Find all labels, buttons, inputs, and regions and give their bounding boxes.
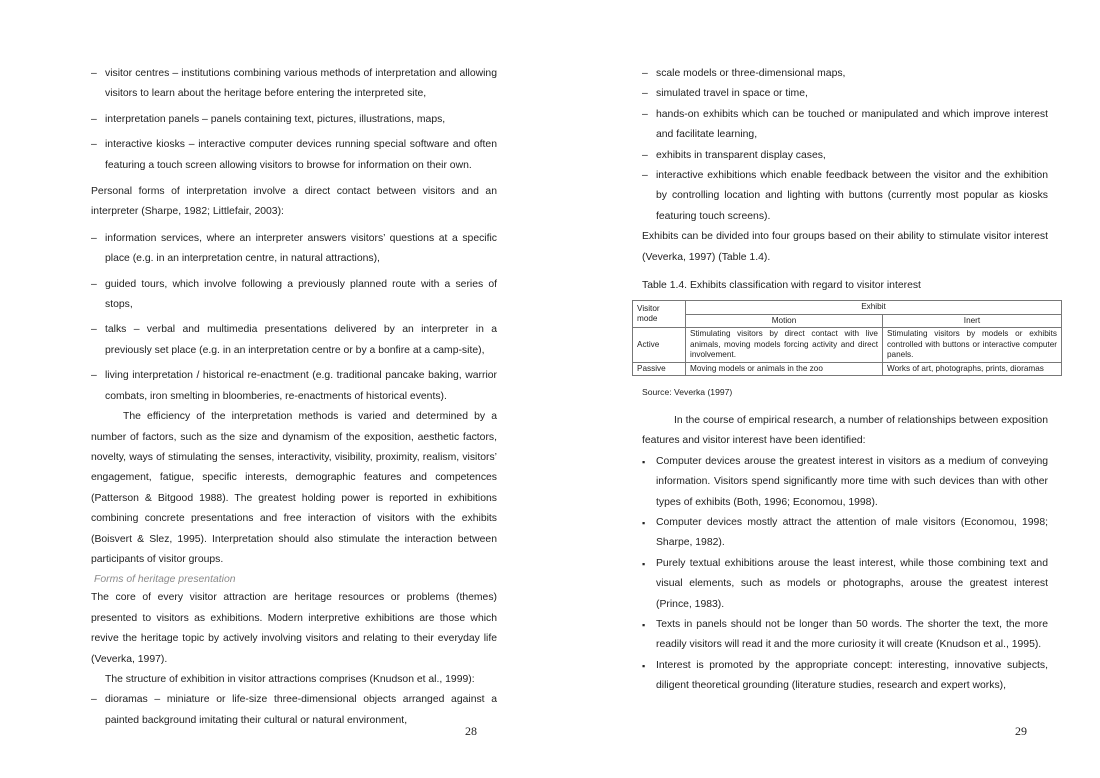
list-marker: ▪: [642, 558, 646, 569]
list-item: [642, 105, 1048, 146]
list-marker: ▪: [642, 517, 646, 528]
list-item-text: Texts in panels should not be longer than 50 words. The shorter the text, the more readily visitors will read it and the more curiosity it will create (Knudson et al., 1995).: [656, 618, 1048, 651]
exhibit-header: Exhibit: [686, 301, 1062, 315]
list-item-text: Purely textual exhibitions arouse the least interest, while those combining text and visual elements, such as models or photographs, arouse the greatest interest (Prince, 1983).: [656, 557, 1048, 610]
list-marker: –: [642, 88, 648, 100]
left-page: [91, 64, 497, 731]
list-marker: ▪: [642, 619, 646, 630]
list-item-text: interactive kiosks – interactive computer devices running special software and often featuring a touch screen allowing visitors to browse for information on their own.: [105, 139, 497, 171]
table-source: Source: Veverka (1997): [642, 387, 733, 398]
list-marker: –: [642, 108, 648, 120]
list-marker: –: [91, 370, 97, 382]
list-marker: –: [91, 113, 97, 125]
table-caption: Table 1.4. Exhibits classification with regard to visitor interest: [642, 280, 921, 292]
efficiency-paragraph: The efficiency of the interpretation methods is varied and determined by a number of factors, such as the size and dynamism of the exposition, aesthetic factors, novelty, ways of stimulating the senses, interactivity, visibility, proximity, realism, visitors’ engagement, fatigue, specific interests, demographic features and competences (Patterson & Bitgood 1988). The greatest holding power is reported in exhibitions combining concrete presentations and free interaction of visitors with the exhibits (Boisvert & Slez, 1995). Interpretation should also stimulate the interaction between participants of visitor groups.: [91, 411, 497, 565]
list-item-text: dioramas – miniature or life-size three-dimensional objects arranged against a painted background imitating their cultural or natural environment,: [105, 694, 497, 726]
page-number-left: 28: [465, 724, 477, 738]
list-marker: –: [91, 278, 97, 290]
active-row-label: Active: [633, 328, 686, 363]
list-item-text: guided tours, which involve following a previously planned route with a series of stops,: [105, 278, 497, 311]
list-item: [91, 229, 497, 270]
list-marker: –: [91, 68, 97, 79]
list-item: [642, 615, 1048, 656]
list-marker: –: [642, 149, 648, 161]
list-item-text: Computer devices mostly attract the attention of male visitors (Economou, 1998; Sharpe, 1982).: [656, 516, 1048, 549]
passive-row-label: Passive: [633, 362, 686, 376]
list-item: [642, 166, 1048, 227]
right-page: [637, 64, 1057, 697]
passive-inert-cell: Works of art, photographs, prints, dioramas: [883, 362, 1062, 376]
inert-header: Inert: [883, 314, 1062, 328]
passive-motion-cell: Moving models or animals in the zoo: [686, 362, 883, 376]
list-item-text: hands-on exhibits which can be touched or manipulated and which improve interest and facilitate learning,: [656, 108, 1048, 141]
list-item: [642, 64, 1048, 84]
empirical-research-paragraph: In the course of empirical research, a number of relationships between exposition features and visitor interest have been identified:: [642, 414, 1048, 447]
list-marker: ▪: [642, 660, 646, 671]
list-item: [642, 656, 1048, 697]
list-item-text: Interest is promoted by the appropriate concept: interesting, innovative subjects, diligent theoretical grounding (literature studies, research and expert works),: [656, 659, 1048, 692]
list-item-text: living interpretation / historical re-enactment (e.g. traditional pancake baking, warrior combats, iron smelting in bloomberies, re-enactments of historical events).: [105, 370, 497, 402]
list-item: [642, 146, 1048, 166]
active-inert-cell: Stimulating visitors by models or exhibits controlled with buttons or interactive computer panels.: [883, 328, 1062, 363]
list-marker: –: [91, 139, 97, 151]
list-item-text: talks – verbal and multimedia presentations delivered by an interpreter in a previously set place (e.g. in an interpretation centre or by a bonfire at a camp-site),: [105, 324, 497, 356]
list-item: [91, 275, 497, 316]
list-item: [642, 513, 1048, 554]
personal-forms-list: [91, 229, 497, 407]
list-item-text: information services, where an interpreter answers visitors’ questions at a specific place (e.g. in an interpretation centre, in natural attractions),: [105, 232, 497, 265]
exhibit-groups-paragraph: Exhibits can be divided into four groups based on their ability to stimulate visitor interest (Veverka, 1997) (Table 1.4).: [642, 231, 1048, 263]
list-marker: –: [91, 694, 97, 706]
list-item-text: scale models or three-dimensional maps,: [656, 68, 846, 79]
list-item: [91, 320, 497, 361]
active-motion-cell: Stimulating visitors by direct contact with live animals, moving models forcing activity and direct involvement.: [686, 328, 883, 363]
page-number-right: 29: [1015, 724, 1027, 738]
motion-header: Motion: [686, 314, 883, 328]
list-item-text: interpretation panels – panels containing text, pictures, illustrations, maps,: [105, 113, 446, 125]
list-item: [91, 690, 497, 731]
list-marker: –: [642, 68, 648, 79]
exhibition-structure-list-continued: [642, 64, 1048, 227]
list-item-text: Computer devices arouse the greatest interest in visitors as a medium of conveying information. Visitors spend significantly more time with such devices than with other types of exhibits (Both, 1996; Economou, 1998).: [656, 455, 1048, 508]
list-marker: ▪: [642, 456, 646, 467]
list-item-text: simulated travel in space or time,: [656, 88, 808, 100]
list-item: [642, 84, 1048, 104]
list-item-text: visitor centres – institutions combining various methods of interpretation and allowing visitors to learn about the heritage before entering the interpreted site,: [105, 68, 497, 100]
list-marker: –: [91, 324, 97, 336]
core-paragraph: The core of every visitor attraction are heritage resources or problems (themes) presented to visitors as exhibitions. Modern interpretive exhibitions are those which revive the heritage topic by actively involving visitors and relating to their everyday life (Veverka, 1997).: [91, 592, 497, 665]
findings-list: [642, 452, 1048, 697]
list-item: [91, 64, 497, 105]
list-marker: –: [642, 170, 648, 182]
exhibition-structure-list: [91, 690, 497, 731]
list-item-text: exhibits in transparent display cases,: [656, 149, 826, 161]
list-item: [91, 366, 497, 407]
list-item: [91, 110, 497, 130]
visitor-mode-header: Visitor mode: [633, 301, 686, 328]
interpretation-list: [91, 64, 497, 176]
section-heading: Forms of heritage presentation: [94, 574, 236, 586]
personal-forms-paragraph: Personal forms of interpretation involve a direct contact between visitors and an interpreter (Sharpe, 1982; Littlefair, 2003):: [91, 186, 497, 218]
list-item: [91, 135, 497, 176]
exhibits-classification-table: [632, 300, 1062, 376]
list-item-text: interactive exhibitions which enable feedback between the visitor and the exhibition by controlling location and lighting with buttons (currently most popular as kiosks featuring touch screens).: [656, 170, 1048, 222]
list-item: [642, 452, 1048, 513]
structure-paragraph: The structure of exhibition in visitor attractions comprises (Knudson et al., 1999):: [105, 673, 475, 685]
list-marker: –: [91, 232, 97, 244]
list-item: [642, 554, 1048, 615]
